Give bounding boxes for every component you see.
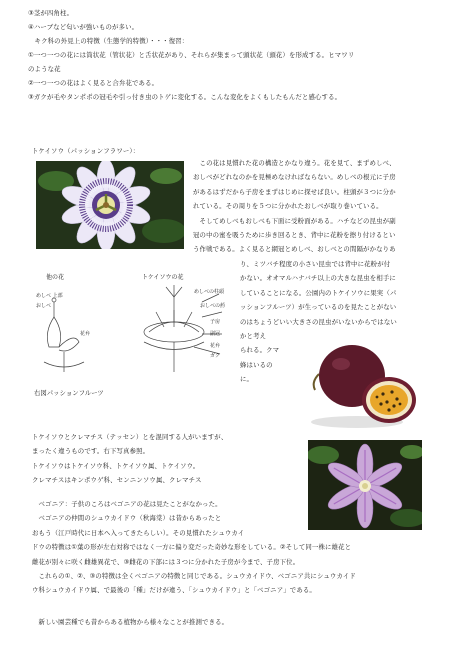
- passion-line: おしべがどれなのかを見極めなければならない。めしべの根元に子房: [193, 173, 396, 182]
- passion-line: れている。その周りを５つに分かれたおしべが取り巻いている。: [193, 202, 383, 211]
- passion-short-line: に。: [240, 375, 254, 384]
- clematis-photo: [308, 440, 422, 530]
- begonia-line: ドウの特徴は①葉の形が左右対称ではなく一方に偏り変だった奇妙な形をしている。②そして同一株に雄花と: [32, 543, 352, 552]
- intro-line: ③茎が四角柱。: [28, 9, 74, 17]
- sketch-left-label3: 花弁: [80, 331, 91, 337]
- passion-fruit-image: [297, 334, 439, 432]
- passion-fruit-photo: [297, 334, 439, 432]
- passion-narrow-line: ッションフルーツ）が生っているのを見たことがない: [240, 303, 397, 312]
- passion-narrow-line: のはちょうどいい大きさの昆虫がいないからではない: [240, 317, 397, 326]
- clematis-line: トケイソウはトケイソウ科、トケイソウ属、トケイソウ。: [32, 461, 200, 470]
- passion-flower-photo: [36, 161, 184, 249]
- clematis-line: まったく違うものです。右下写真参照。: [32, 447, 150, 456]
- begonia-line: これらの①、②、③の特徴は全くベゴニアの特徴と同じである。シュウカイドウ、ベゴニア共にシュウカイド: [32, 572, 356, 580]
- passion-narrow-line: り、ミツバチ程度の小さい昆虫では背中に花粉が付: [240, 260, 391, 268]
- sketch-right-label2: おしべの葯: [200, 303, 226, 309]
- passion-short-line: られる。クマ: [240, 346, 280, 355]
- intro-line: のような花: [28, 65, 61, 73]
- begonia-line: 雌花が別々に咲く雌雄異花で、③雌花の下部には３つに分かれた子房が今まで、子房下位。: [32, 557, 300, 566]
- passion-short-line: かと考え: [240, 332, 267, 340]
- passion-line: そしてめしべもおしべも下面に受粉面がある。ハチなどの昆虫が副: [193, 216, 396, 225]
- passion-line: があるはずだから子房をまずはじめに探せば良い。柱頭が３つに分か: [193, 187, 396, 196]
- begonia-line: ベゴニア：子供のころはベゴニアの花は見たことがなかった。: [32, 500, 222, 508]
- sketch-left-label1: めしべ 上部: [36, 293, 63, 299]
- sketch-right-label1: めしべの柱頭: [194, 289, 225, 295]
- intro-line: キク科の外見上の特徴（生態学的特徴）・・・復習：: [28, 37, 189, 45]
- begonia-line: ウ科シュウカイドウ属、で最後の「種」だけが違う、「シュウカイドウ」と「ベゴニア」である。: [32, 586, 316, 595]
- sketch-right-label3: 子房: [210, 319, 221, 325]
- clematis-line: トケイソウとクレマチス（テッセン）とを混同する人がいますが、: [32, 433, 228, 441]
- intro-line: ②一つ一つの花はよく見ると合弁花である。: [28, 79, 159, 87]
- passion-flower-image: [36, 161, 184, 249]
- intro-line: ④ハーブなど匂いが強いものが多い。: [28, 23, 139, 31]
- section-title: トケイソウ（パッションフラワー）：: [32, 147, 140, 155]
- sketch-right-label6: ガク: [210, 353, 221, 359]
- clematis-line: クレマチスはキンポウゲ科、センニンソウ属、クレマチス: [32, 476, 202, 485]
- fruit-caption: 右図パッションフルーツ: [34, 389, 104, 397]
- passion-line: う作戦である。よく見ると網冠とめしべ、おしべとの間隔がかなりあ: [193, 245, 396, 254]
- passion-short-line: 蜂はいるの: [240, 360, 273, 369]
- passion-narrow-line: していることになる。公園内のトケイソウに果実（パ: [240, 288, 397, 297]
- passion-narrow-line: かない。オオマルハナバチ以上の大きな昆虫を相手に: [240, 274, 396, 283]
- sketch-left-label2: おしべ: [36, 303, 52, 309]
- begonia-line: おもう（江戸時代に日本へ入ってきたらしい）。その見慣れたシュウカイ: [32, 528, 245, 537]
- sketch-right-label4: 副冠: [210, 331, 221, 337]
- sketch-left-title: 他の花: [46, 274, 65, 281]
- clematis-image: [308, 440, 422, 530]
- intro-line: ①一つ一つの花には筒状花（管状花）と舌状花があり、それらが集まって頭状花（頭花）を形成する。ヒマワリ: [28, 51, 355, 59]
- begonia-line: ベゴニアの仲間のシュウカイドウ（秋海棠）は昔からあったと: [32, 514, 222, 523]
- final-line: 新しい園芸種でも昔からある植物から様々なことが推測できる。: [32, 618, 229, 626]
- sketch-right-title: トケイソウの花: [142, 274, 184, 281]
- sketch-right-label5: 花弁: [210, 343, 221, 349]
- flower-structure-sketch: [34, 272, 240, 384]
- passion-line: 冠の中の蜜を吸うために歩き回るとき、背中に花粉を擦り付けるとい: [193, 231, 396, 239]
- intro-line: ③ガクが毛やタンポポの冠毛や引っ付き虫のトゲに変化する。こんな変化をよくもしたもんだと感心する。: [28, 93, 342, 101]
- passion-line: この花は見慣れた花の構造とかなり違う。花を見て、まずめしべ、: [193, 159, 396, 167]
